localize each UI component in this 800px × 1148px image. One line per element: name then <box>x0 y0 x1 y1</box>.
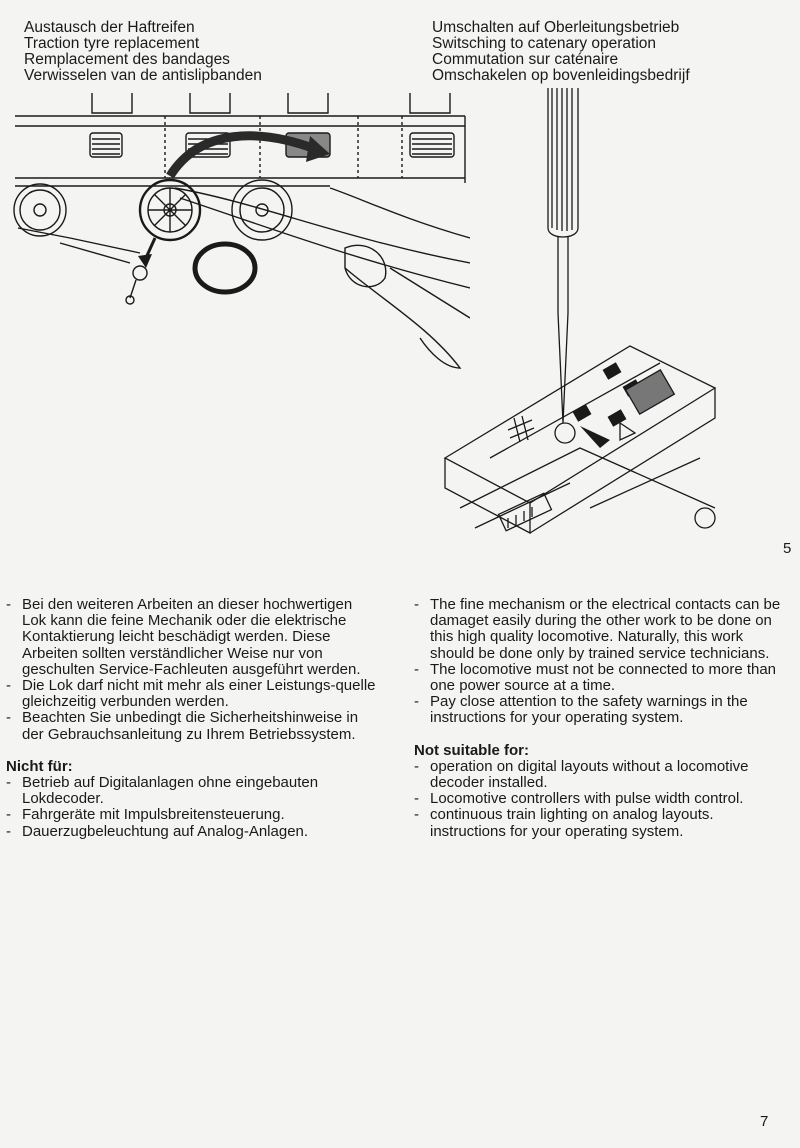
wheel-icon <box>14 180 292 240</box>
german-column <box>6 597 376 840</box>
heading-line: Omschakelen op bovenleidingsbedrijf <box>432 67 690 84</box>
list-item <box>6 775 376 807</box>
heading-line: Austausch der Haftreifen <box>24 19 195 36</box>
page-number-lower: 7 <box>760 1113 769 1130</box>
item-text: Betrieb auf Digitalanlagen ohne eingebauten Lokdecoder. <box>22 774 319 808</box>
outline-arrow-icon <box>620 423 635 440</box>
trailing-line: instructions for your operating system. <box>430 822 684 840</box>
item-text: The locomotive must not be connected to more than one power source at a time. <box>430 660 777 695</box>
item-text: Die Lok darf nicht mit mehr als einer Leistungs-quelle gleichzeitig verbunden werden. <box>22 677 376 711</box>
tyre-ring-icon <box>195 244 255 292</box>
list-item <box>6 597 376 678</box>
heading-line: Traction tyre replacement <box>24 35 200 52</box>
list-item <box>414 791 784 807</box>
list-item <box>6 678 376 710</box>
bullet-dash: - <box>6 806 11 824</box>
item-text: Fahrgeräte mit Impulsbreitensteuerung. <box>22 806 285 824</box>
item-text: continuous train lighting on analog layouts. <box>430 806 714 824</box>
switch-arrow-icon <box>580 426 610 448</box>
bullet-dash: - <box>414 806 419 824</box>
heading-line: Remplacement des bandages <box>24 51 230 68</box>
list-item <box>6 710 376 742</box>
heading-line: Switsching to catenary operation <box>432 35 657 52</box>
item-text: operation on digital layouts without a locomotive decoder installed. <box>430 757 749 792</box>
catenary-switch-illustration <box>430 88 730 538</box>
heading-line: Commutation sur caténaire <box>432 51 619 68</box>
list-item <box>414 759 784 791</box>
bullet-dash: - <box>414 757 419 775</box>
item-text: Pay close attention to the safety warnings in the instructions for your operating system. <box>430 693 748 727</box>
list-item <box>414 597 784 662</box>
track-icon <box>508 416 534 442</box>
not-suitable-heading: Nicht für: <box>6 757 73 775</box>
tyre-replacement-illustration <box>0 88 470 378</box>
bullet-dash: - <box>6 677 11 695</box>
heading-line: Umschalten auf Oberleitungsbetrieb <box>432 19 680 36</box>
bullet-dash: - <box>414 693 419 711</box>
bullet-dash: - <box>6 596 11 613</box>
list-item <box>414 662 784 694</box>
english-column <box>414 597 784 840</box>
bullet-dash: - <box>6 774 11 792</box>
bullet-dash: - <box>414 660 419 678</box>
screwdriver-icon <box>548 88 578 423</box>
bullet-dash: - <box>6 822 11 840</box>
not-suitable-heading: Not suitable for: <box>414 741 529 759</box>
catenary-heading <box>432 20 690 84</box>
heading-line: Verwisselen van de antislipbanden <box>24 67 262 84</box>
item-text: Dauerzugbeleuchtung auf Analog-Anlagen. <box>22 822 309 840</box>
page-number-upper: 5 <box>783 540 792 557</box>
list-item <box>414 807 784 823</box>
list-item <box>6 807 376 823</box>
bullet-dash: - <box>414 790 419 808</box>
item-text: Bei den weiteren Arbeiten an dieser hochwertigen Lok kann die feine Mechanik oder die elektrische Kontaktierung leicht beschädigt werden. Diese Arbeiten sollten verständlicher Weise nur von geschulten Service-Fachleuten ausgeführt werden. <box>22 596 361 678</box>
list-item <box>414 694 784 726</box>
bullet-dash: - <box>414 596 419 613</box>
item-text: Beachten Sie unbedingt die Sicherheitshinweise in der Gebrauchsanleitung zu Ihrem Betriebssystem. <box>22 709 359 743</box>
thumb-icon <box>345 245 386 286</box>
item-text: The fine mechanism or the electrical contacts can be damaget easily during the other work to be done on this high quality locomotive. Naturally, this work should be done only by trained service technicians. <box>430 596 781 662</box>
traction-tyre-heading <box>24 20 262 84</box>
bullet-dash: - <box>6 709 11 727</box>
item-text: Locomotive controllers with pulse width control. <box>430 790 744 808</box>
list-item <box>6 824 376 840</box>
